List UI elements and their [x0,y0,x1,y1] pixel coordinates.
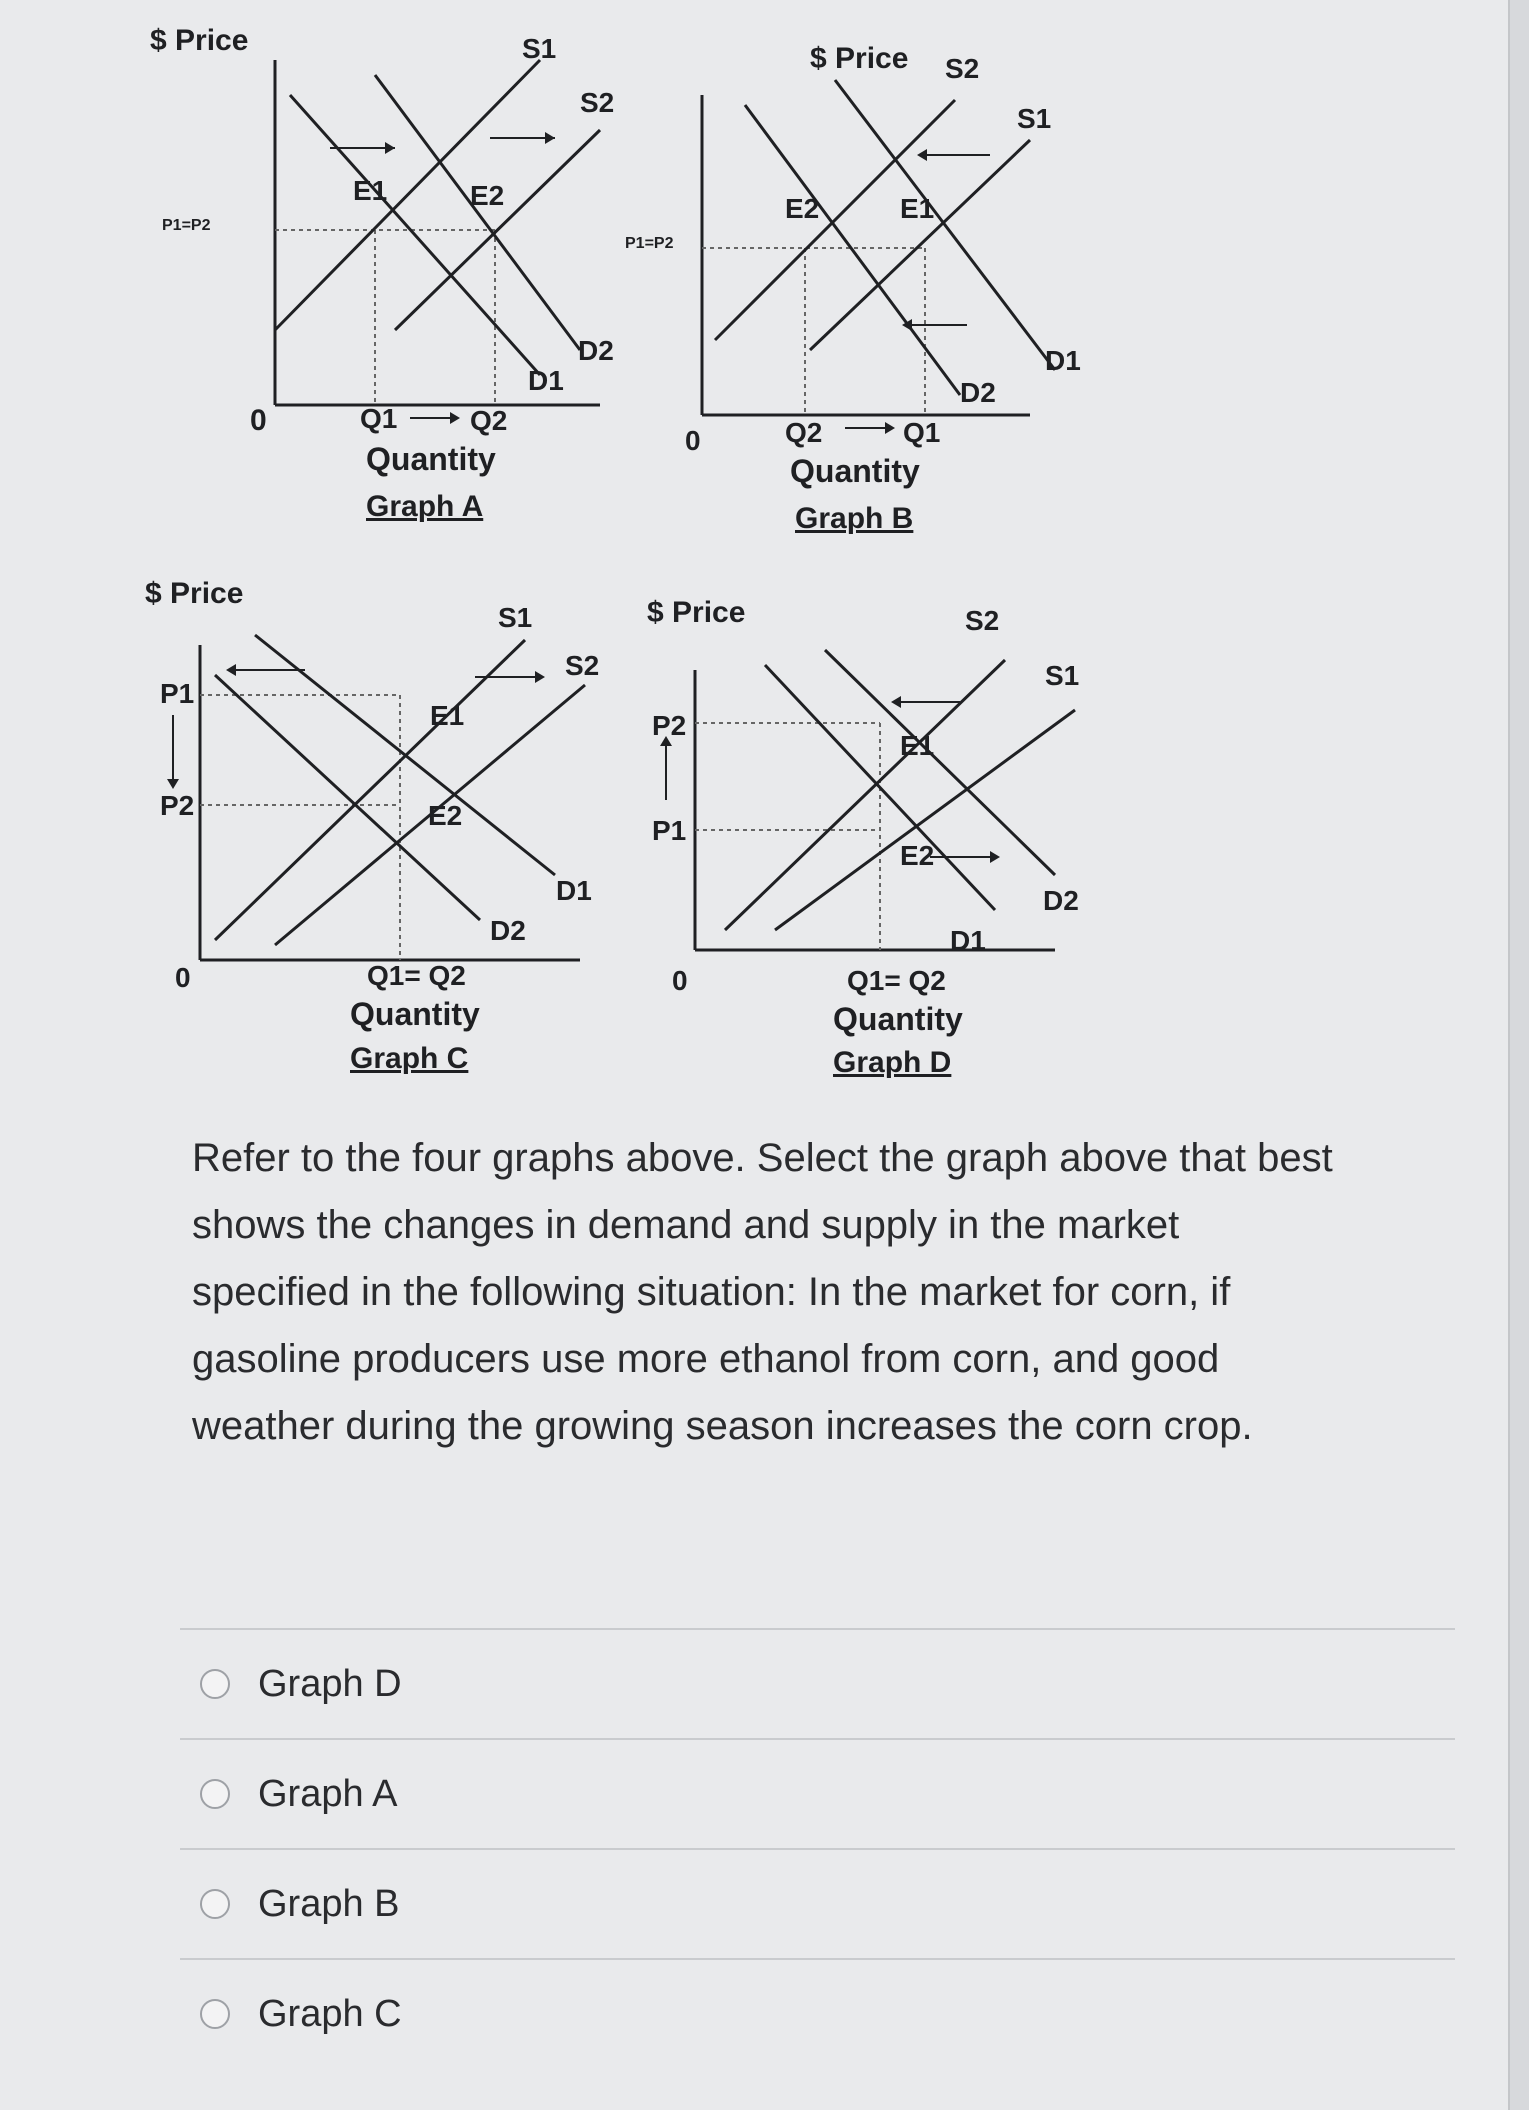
supply-curve-s2 [395,130,600,330]
equilibrium-e1: E1 [900,193,935,224]
equilibrium-e2: E2 [428,800,463,831]
origin-label: 0 [672,965,688,996]
demand-curve-d2 [375,75,580,350]
demand-label-d1: D1 [1045,345,1081,376]
supply-label-s2: S2 [580,87,615,118]
question-line: gasoline producers use more ethanol from corn, and good [192,1337,1220,1381]
option-graph-d[interactable] [180,1630,1455,1738]
equilibrium-e1: E1 [900,730,935,761]
graph-caption: Graph C [350,1042,469,1075]
demand-label-d1: D1 [528,365,564,396]
quantity-label-2: Q2 [470,405,508,436]
equilibrium-e1: E1 [430,700,465,731]
supply-curve-s2 [725,660,1005,930]
option-label: Graph D [258,1662,402,1705]
graph-a [150,20,620,545]
graph-c [140,575,610,1090]
supply-label-s2: S2 [945,53,980,84]
supply-curve-s1 [810,140,1030,350]
demand-label-d2: D2 [490,915,526,946]
price-label-p2: P2 [652,710,687,741]
demand-curve-d2 [825,650,1055,875]
origin-label: 0 [685,425,701,456]
graph-caption: Graph D [833,1046,952,1079]
equilibrium-e2: E2 [900,840,935,871]
supply-label-s1: S1 [1017,103,1052,134]
question-text [192,1125,1482,1460]
option-label: Graph C [258,1992,402,2035]
graphs-figure [145,20,1150,1080]
quantity-label-1: Q1 [360,403,398,434]
price-axis-label: $ Price [150,24,249,57]
demand-label-d2: D2 [1043,885,1079,916]
price-label: P1=P2 [162,217,211,234]
supply-label-s2: S2 [565,650,600,681]
quantity-label-q2: Q2 [785,417,823,448]
supply-label-s2: S2 [965,605,1000,636]
graph-c-svg [140,575,610,1085]
option-label: Graph B [258,1882,400,1925]
graph-d [615,590,1175,1105]
demand-label-d2: D2 [960,377,996,408]
radio-button[interactable] [200,1779,230,1809]
origin-label: 0 [250,404,267,437]
demand-label-d1: D1 [556,875,592,906]
equilibrium-e1: E1 [353,175,388,206]
demand-label-d1: D1 [950,925,986,956]
equilibrium-e2: E2 [470,180,505,211]
quantity-label-q1: Q1 [903,417,941,448]
graph-b-svg [625,20,1205,550]
price-label: P1=P2 [625,235,674,252]
option-graph-a[interactable] [180,1740,1455,1848]
quantity-label: Q1= Q2 [847,965,946,996]
origin-label: 0 [175,962,191,993]
equilibrium-e2: E2 [785,193,820,224]
question-line: Refer to the four graphs above. Select the graph above that best [192,1136,1333,1180]
page-edge [1508,0,1529,2110]
graph-caption: Graph A [366,490,484,523]
x-axis-label: Quantity [833,1001,963,1037]
demand-label-d2: D2 [578,335,614,366]
x-axis-label: Quantity [790,453,920,489]
graph-caption: Graph B [795,502,914,535]
demand-curve-d2 [745,105,960,395]
supply-label-s1: S1 [498,602,533,633]
quantity-label: Q1= Q2 [367,960,466,991]
radio-button[interactable] [200,1889,230,1919]
x-axis-label: Quantity [350,996,480,1032]
price-label-p1: P1 [652,815,687,846]
radio-button[interactable] [200,1669,230,1699]
option-graph-b[interactable] [180,1850,1455,1958]
option-label: Graph A [258,1772,398,1815]
question-line: weather during the growing season increases the corn crop. [192,1404,1253,1448]
radio-button[interactable] [200,1999,230,2029]
supply-label-s1: S1 [1045,660,1080,691]
graph-a-svg [150,20,620,540]
price-axis-label: $ Price [145,577,244,610]
x-axis-label: Quantity [366,441,496,477]
supply-label-s1: S1 [522,33,557,64]
graph-b [625,20,1205,555]
price-axis-label: $ Price [810,42,909,75]
supply-curve-s1 [215,640,525,940]
question-line: shows the changes in demand and supply in the market [192,1203,1180,1247]
price-label-p2: P2 [160,790,195,821]
question-line: specified in the following situation: In the market for corn, if [192,1270,1231,1314]
answer-options [180,1628,1455,2068]
graph-d-svg [615,590,1175,1100]
price-label-p1: P1 [160,678,195,709]
price-axis-label: $ Price [647,596,746,629]
option-graph-c[interactable] [180,1960,1455,2068]
